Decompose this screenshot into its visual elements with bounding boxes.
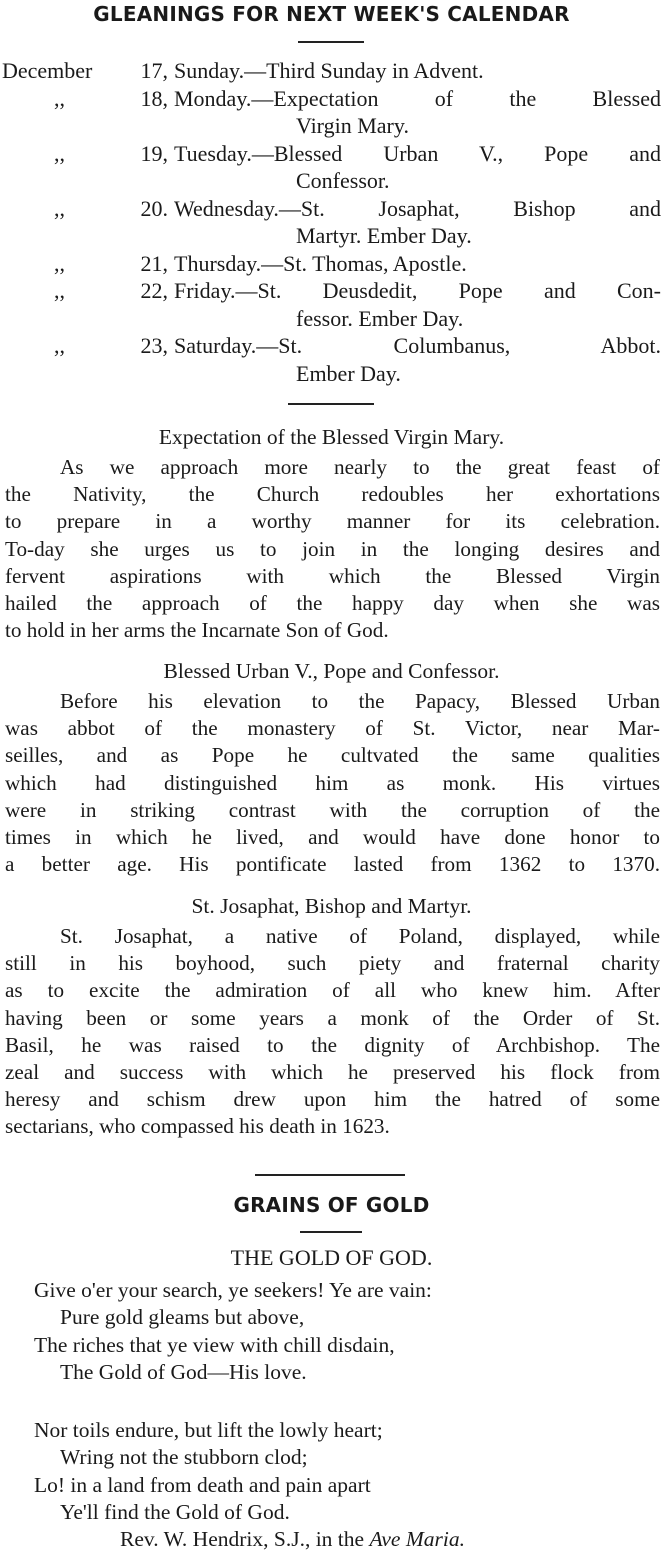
poem-line: Wring not the stubborn clod; bbox=[60, 1445, 308, 1470]
poem-line: The riches that ye view with chill disdain, bbox=[34, 1332, 395, 1357]
calendar-entry-continued bbox=[0, 112, 663, 140]
article-line: sectarians, who compassed his death in 1623. bbox=[5, 1114, 390, 1139]
article-line: times in which he lived, and would have done honor to bbox=[5, 824, 660, 849]
calendar-ditto: ,, bbox=[54, 195, 65, 221]
poem-title: THE GOLD OF GOD. bbox=[230, 1245, 433, 1270]
page-title: GLEANINGS FOR NEXT WEEK'S CALENDAR bbox=[93, 2, 570, 26]
calendar-description-cont: Virgin Mary. bbox=[296, 113, 409, 138]
calendar-ditto: ,, bbox=[54, 250, 65, 276]
calendar-entry bbox=[0, 140, 663, 168]
calendar-description: Tuesday.—Blessed Urban V., Pope and bbox=[174, 140, 661, 166]
poem-stanza bbox=[34, 1277, 432, 1387]
calendar-day: 19, bbox=[140, 140, 168, 166]
divider bbox=[298, 41, 364, 43]
article-line: seilles, and as Pope he cultvated the same qualities bbox=[5, 743, 660, 768]
article-body bbox=[5, 688, 660, 878]
calendar-description: Sunday.—Third Sunday in Advent. bbox=[174, 58, 484, 83]
article-heading: Blessed Urban V., Pope and Confessor. bbox=[163, 659, 500, 683]
calendar-description: Friday.—St. Deusdedit, Pope and Con- bbox=[174, 278, 661, 303]
article-line: zeal and success with which he preserved his flock from bbox=[5, 1059, 660, 1084]
calendar-entry bbox=[0, 195, 663, 223]
calendar-entry-continued bbox=[0, 222, 663, 250]
calendar-entry bbox=[0, 85, 663, 113]
poem-line: The Gold of God—His love. bbox=[60, 1360, 307, 1385]
article-line: as to excite the admiration of all who knew him. After bbox=[5, 978, 660, 1003]
calendar-ditto: ,, bbox=[54, 333, 65, 358]
credit-source: Ave Maria. bbox=[369, 1527, 465, 1551]
article-line: were in striking contrast with the corruption of the bbox=[5, 797, 660, 822]
calendar-day: 18, bbox=[140, 85, 168, 111]
section-divider bbox=[255, 1174, 405, 1176]
calendar-entry-continued bbox=[0, 360, 663, 388]
calendar-description-cont: Ember Day. bbox=[296, 360, 401, 386]
article-line: was abbot of the monastery of St. Victor, near Mar- bbox=[5, 716, 660, 741]
calendar-day: 21, bbox=[140, 250, 168, 276]
calendar-month: December bbox=[2, 58, 93, 83]
divider bbox=[288, 403, 374, 405]
article-line: to hold in her arms the Incarnate Son of God. bbox=[5, 618, 389, 643]
article-line: fervent aspirations with which the Blessed Virgin bbox=[5, 563, 660, 588]
article-line: still in his boyhood, such piety and fraternal charity bbox=[5, 951, 660, 976]
article-heading: Expectation of the Blessed Virgin Mary. bbox=[158, 425, 505, 449]
calendar-entry-continued bbox=[0, 167, 663, 195]
poem-stanza bbox=[34, 1417, 383, 1527]
poem-line: Nor toils endure, but lift the lowly heart; bbox=[34, 1418, 383, 1442]
article-line: hailed the approach of the happy day when she was bbox=[5, 590, 660, 615]
calendar-entry bbox=[0, 332, 663, 360]
calendar-day: 20. bbox=[140, 195, 168, 221]
divider bbox=[300, 1231, 362, 1233]
article-line: to prepare in a worthy manner for its celebration. bbox=[5, 509, 660, 534]
poem-line: Lo! in a land from death and pain apart bbox=[34, 1472, 371, 1497]
article-line: the Nativity, the Church redoubles her exhortations bbox=[5, 482, 660, 507]
credit-author: Rev. W. Hendrix, S.J., in the bbox=[120, 1527, 370, 1551]
calendar-entry-continued bbox=[0, 305, 663, 333]
calendar-description: Saturday.—St. Columbanus, Abbot. bbox=[174, 333, 661, 358]
calendar-day: 17, bbox=[140, 58, 168, 83]
article-line: which had distinguished him as monk. His virtues bbox=[5, 770, 660, 795]
calendar-ditto: ,, bbox=[54, 140, 65, 166]
poem-line: Pure gold gleams but above, bbox=[60, 1305, 305, 1330]
calendar-entry bbox=[0, 250, 663, 278]
calendar-description-cont: Confessor. bbox=[296, 168, 390, 193]
article-line: having been or some years a monk of the Order of St. bbox=[5, 1005, 660, 1030]
calendar-ditto: ,, bbox=[54, 278, 65, 303]
poem-line: Ye'll find the Gold of God. bbox=[60, 1500, 290, 1525]
calendar-list bbox=[0, 57, 663, 387]
poem-credit bbox=[120, 1527, 465, 1552]
calendar-description: Thursday.—St. Thomas, Apostle. bbox=[174, 250, 467, 276]
article-body bbox=[5, 454, 660, 644]
poem-line: Give o'er your search, ye seekers! Ye are vain: bbox=[34, 1278, 432, 1302]
calendar-description-cont: fessor. Ember Day. bbox=[296, 305, 464, 331]
calendar-description: Wednesday.—St. Josaphat, Bishop and bbox=[174, 195, 661, 221]
calendar-entry bbox=[0, 277, 663, 305]
calendar-ditto: ,, bbox=[54, 85, 65, 111]
calendar-description-cont: Martyr. Ember Day. bbox=[296, 223, 472, 248]
article-line: a better age. His pontificate lasted from 1362 to 1370. bbox=[5, 852, 660, 877]
section-title: GRAINS OF GOLD bbox=[233, 1193, 430, 1217]
article-heading: St. Josaphat, Bishop and Martyr. bbox=[191, 894, 472, 918]
calendar-day: 23, bbox=[140, 333, 168, 358]
article-line: As we approach more nearly to the great feast of bbox=[60, 455, 660, 479]
article-body bbox=[5, 923, 660, 1141]
calendar-description: Monday.—Expectation of the Blessed bbox=[174, 85, 661, 111]
article-line: Before his elevation to the Papacy, Blessed Urban bbox=[60, 689, 660, 713]
article-line: heresy and schism drew upon him the hatred of some bbox=[5, 1087, 660, 1112]
calendar-day: 22, bbox=[140, 278, 168, 303]
article-line: St. Josaphat, a native of Poland, displayed, while bbox=[60, 924, 660, 948]
calendar-entry bbox=[0, 57, 663, 85]
article-line: To-day she urges us to join in the longing desires and bbox=[5, 536, 660, 561]
article-line: Basil, he was raised to the dignity of Archbishop. The bbox=[5, 1032, 660, 1057]
